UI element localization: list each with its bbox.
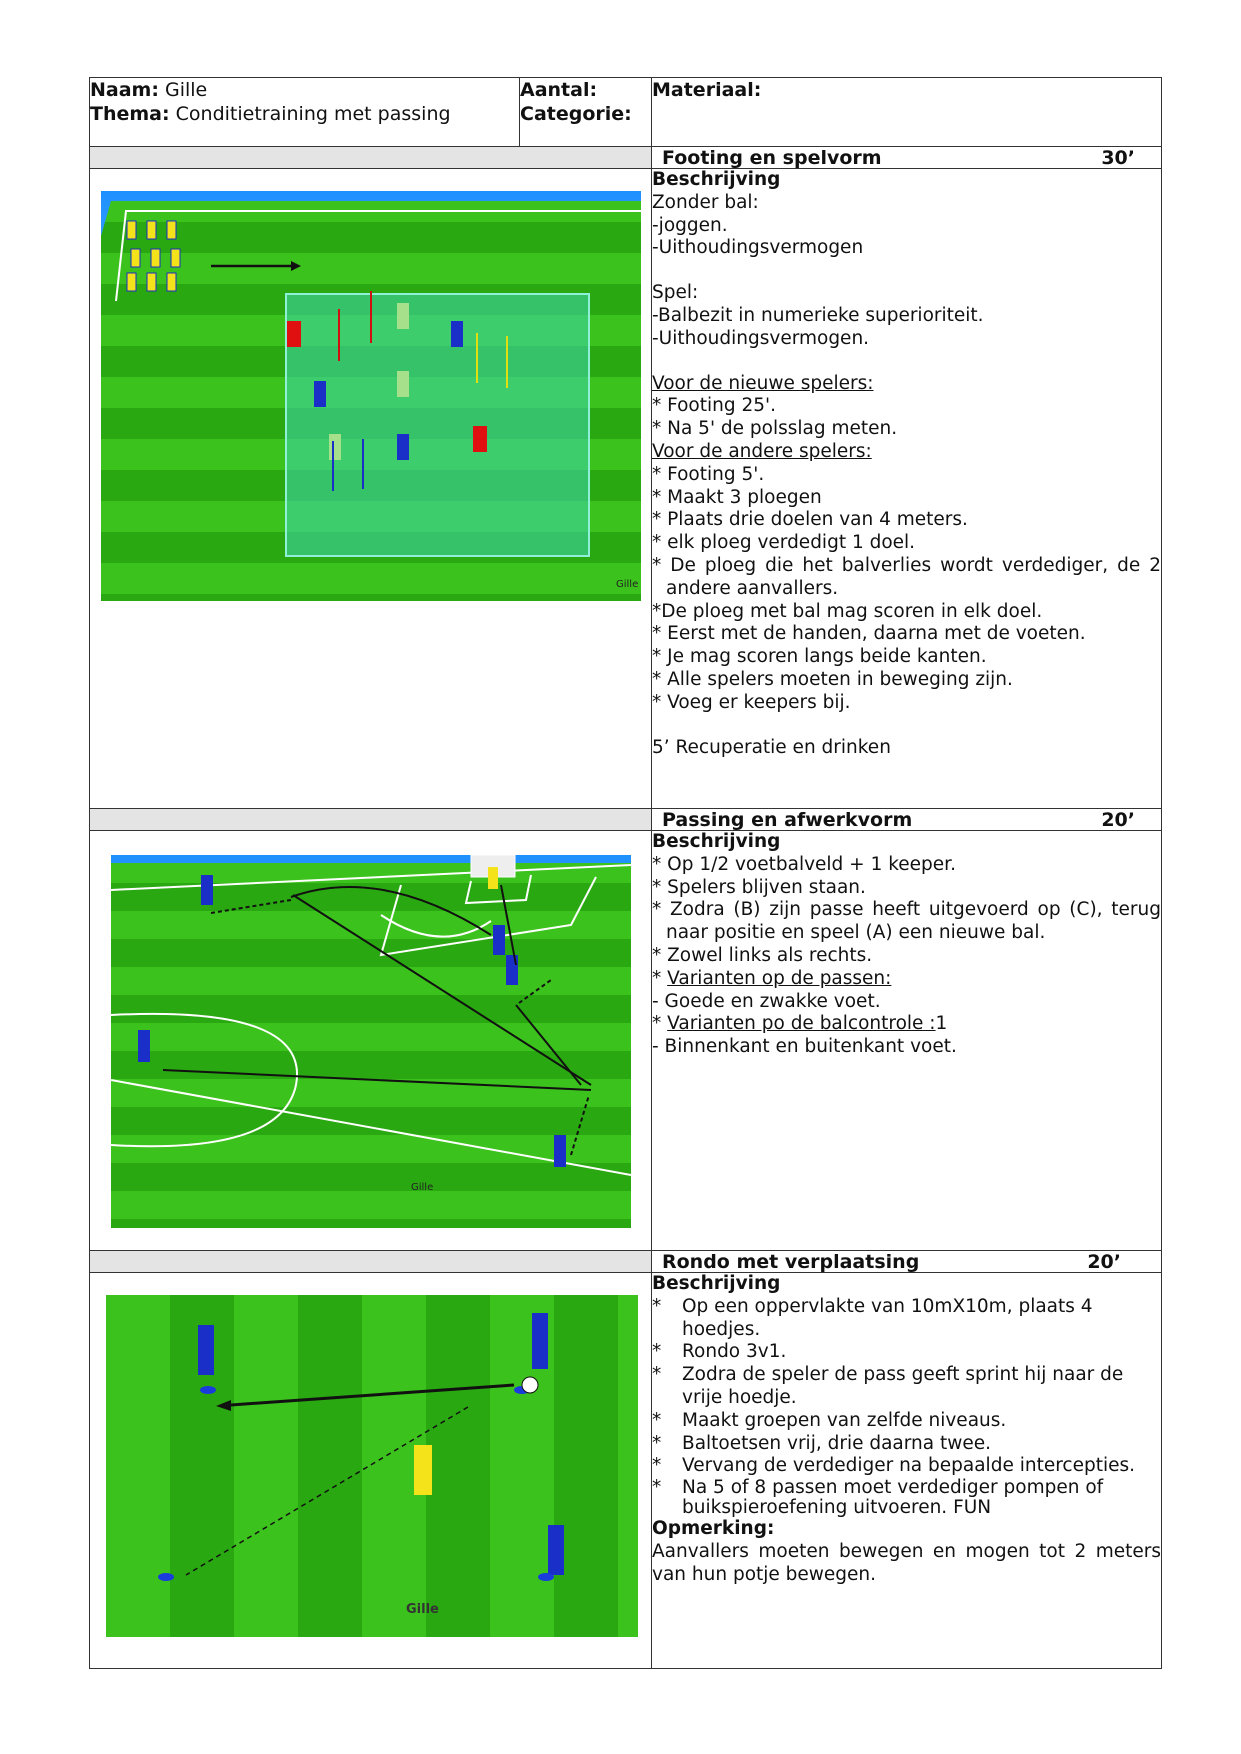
rondo-diagram bbox=[106, 1295, 638, 1637]
section-1-title-row bbox=[90, 147, 1162, 169]
desc-item: Op een oppervlakte van 10mX10m, plaats 4 hoedjes. bbox=[682, 1295, 1093, 1340]
desc-line: * Eerst met de handen, daarna met de voeten. bbox=[652, 623, 1086, 645]
desc-line: * Spelers blijven staan. bbox=[652, 876, 866, 898]
naam-value: Gille bbox=[165, 79, 208, 101]
section-1-duration: 30’ bbox=[1101, 146, 1135, 169]
materiaal-label: Materiaal: bbox=[652, 79, 762, 101]
section-3-row bbox=[90, 1273, 1162, 1669]
passing-diagram bbox=[111, 855, 631, 1228]
bullet-star: * bbox=[652, 1295, 662, 1317]
training-sheet bbox=[89, 77, 1161, 1669]
desc-line: * Na 5' de polsslag meten. bbox=[652, 418, 898, 440]
desc-line: -joggen. bbox=[652, 214, 728, 236]
bullet-star: * bbox=[652, 1432, 662, 1454]
section-3-duration: 20’ bbox=[1087, 1250, 1121, 1273]
categorie-label: Categorie: bbox=[520, 103, 632, 125]
desc-line: * Je mag scoren langs beide kanten. bbox=[652, 646, 987, 668]
thema-label: Thema: bbox=[90, 103, 170, 125]
desc-line: * Plaats drie doelen van 4 meters. bbox=[652, 509, 968, 531]
desc-line: 1 bbox=[935, 1013, 948, 1035]
section-1-description bbox=[652, 169, 1162, 809]
section-3-image-cell bbox=[90, 1273, 652, 1669]
section-1-image-label: Gille bbox=[616, 579, 639, 590]
desc-subheading: Voor de andere spelers: bbox=[652, 440, 872, 462]
bullet-star: * bbox=[652, 1341, 662, 1363]
desc-item: Zodra de speler de pass geeft sprint hij naar de vrije hoedje. bbox=[682, 1364, 1124, 1408]
yellow-players bbox=[127, 221, 180, 291]
desc-line: * Alle spelers moeten in beweging zijn. bbox=[652, 668, 1013, 690]
desc-line: * Maakt 3 ploegen bbox=[652, 486, 822, 508]
section-2-description bbox=[652, 831, 1162, 1251]
desc-line: Zonder bal: bbox=[652, 191, 759, 213]
section-2-title-row bbox=[90, 809, 1162, 831]
naam-label: Naam: bbox=[90, 79, 159, 101]
desc-item: Maakt groepen van zelfde niveaus. bbox=[682, 1409, 1007, 1431]
keeper bbox=[488, 867, 498, 889]
aantal-label: Aantal: bbox=[520, 79, 598, 101]
name-theme-cell bbox=[90, 78, 520, 147]
section-2-row bbox=[90, 831, 1162, 1251]
ball bbox=[522, 1377, 538, 1393]
desc-line: * Footing 25'. bbox=[652, 395, 776, 417]
thema-value: Conditietraining met passing bbox=[175, 103, 451, 125]
desc-line: -Uithoudingsvermogen bbox=[652, 237, 864, 259]
bullet-star: * bbox=[652, 1364, 662, 1386]
desc-line: - Goede en zwakke voet. bbox=[652, 990, 881, 1012]
section-1-image-cell bbox=[90, 169, 652, 809]
section-3-title: Rondo met verplaatsing bbox=[662, 1250, 920, 1273]
section-1-heading: Beschrijving bbox=[652, 169, 781, 190]
section-2-duration: 20’ bbox=[1101, 808, 1135, 831]
desc-line: * elk ploeg verdedigt 1 doel. bbox=[652, 532, 916, 554]
desc-line: * Voeg er keepers bij. bbox=[652, 691, 851, 713]
desc-line: * Zodra (B) zijn passe heeft uitgevoerd op (C), terug naar positie en speel (A) een nieuwe bal. bbox=[652, 899, 1161, 944]
bullet-star: * bbox=[652, 1409, 662, 1431]
desc-line: -Uithoudingsvermogen. bbox=[652, 327, 870, 349]
section-3-title-row bbox=[90, 1251, 1162, 1273]
training-table bbox=[89, 77, 1162, 1669]
aantal-categorie-cell bbox=[520, 78, 652, 147]
section-2-heading: Beschrijving bbox=[652, 831, 781, 852]
desc-subheading: Voor de nieuwe spelers: bbox=[652, 372, 874, 394]
desc-line: 5’ Recuperatie en drinken bbox=[652, 736, 891, 758]
footing-diagram bbox=[101, 191, 641, 601]
remark-text: Aanvallers moeten bewegen en mogen tot 2 meters van hun potje bewegen. bbox=[652, 1540, 1161, 1585]
desc-line: - Binnenkant en buitenkant voet. bbox=[652, 1036, 957, 1058]
remark-label: Opmerking: bbox=[652, 1518, 775, 1540]
header-row bbox=[90, 78, 1162, 147]
materiaal-cell bbox=[652, 78, 1162, 147]
desc-item: Vervang de verdediger na bepaalde intercepties. bbox=[682, 1455, 1135, 1477]
desc-item: Na 5 of 8 passen moet verdediger pompen of buikspieroefening uitvoeren. FUN bbox=[682, 1477, 1104, 1519]
desc-subheading: Varianten op de passen: bbox=[667, 967, 892, 989]
defender-keeper bbox=[414, 1445, 432, 1495]
desc-item: Rondo 3v1. bbox=[682, 1341, 787, 1363]
desc-line: * Op 1/2 voetbalveld + 1 keeper. bbox=[652, 853, 956, 875]
section-2-image-cell bbox=[90, 831, 652, 1251]
section-1-title: Footing en spelvorm bbox=[662, 146, 882, 169]
desc-bullet: * bbox=[652, 967, 668, 989]
play-zone bbox=[286, 294, 589, 556]
section-3-image-label: Gille bbox=[406, 1602, 439, 1617]
bullet-star: * bbox=[652, 1477, 662, 1499]
desc-line: *De ploeg met bal mag scoren in elk doel. bbox=[652, 600, 1043, 622]
desc-line: * De ploeg die het balverlies wordt verdediger, de 2 andere aanvallers. bbox=[652, 554, 1161, 599]
desc-item: Baltoetsen vrij, drie daarna twee. bbox=[682, 1432, 992, 1454]
section-2-image-label: Gille bbox=[411, 1182, 434, 1193]
desc-line: Spel: bbox=[652, 282, 699, 304]
bullet-star: * bbox=[652, 1455, 662, 1477]
desc-line: * Zowel links als rechts. bbox=[652, 944, 873, 966]
section-2-title: Passing en afwerkvorm bbox=[662, 808, 913, 831]
section-3-description bbox=[652, 1273, 1162, 1669]
desc-line: * Footing 5'. bbox=[652, 463, 765, 485]
section-1-row bbox=[90, 169, 1162, 809]
desc-bullet: * bbox=[652, 1013, 668, 1035]
desc-line: -Balbezit in numerieke superioriteit. bbox=[652, 304, 984, 326]
desc-subheading: Varianten po de balcontrole : bbox=[667, 1013, 936, 1035]
section-3-heading: Beschrijving bbox=[652, 1273, 781, 1294]
